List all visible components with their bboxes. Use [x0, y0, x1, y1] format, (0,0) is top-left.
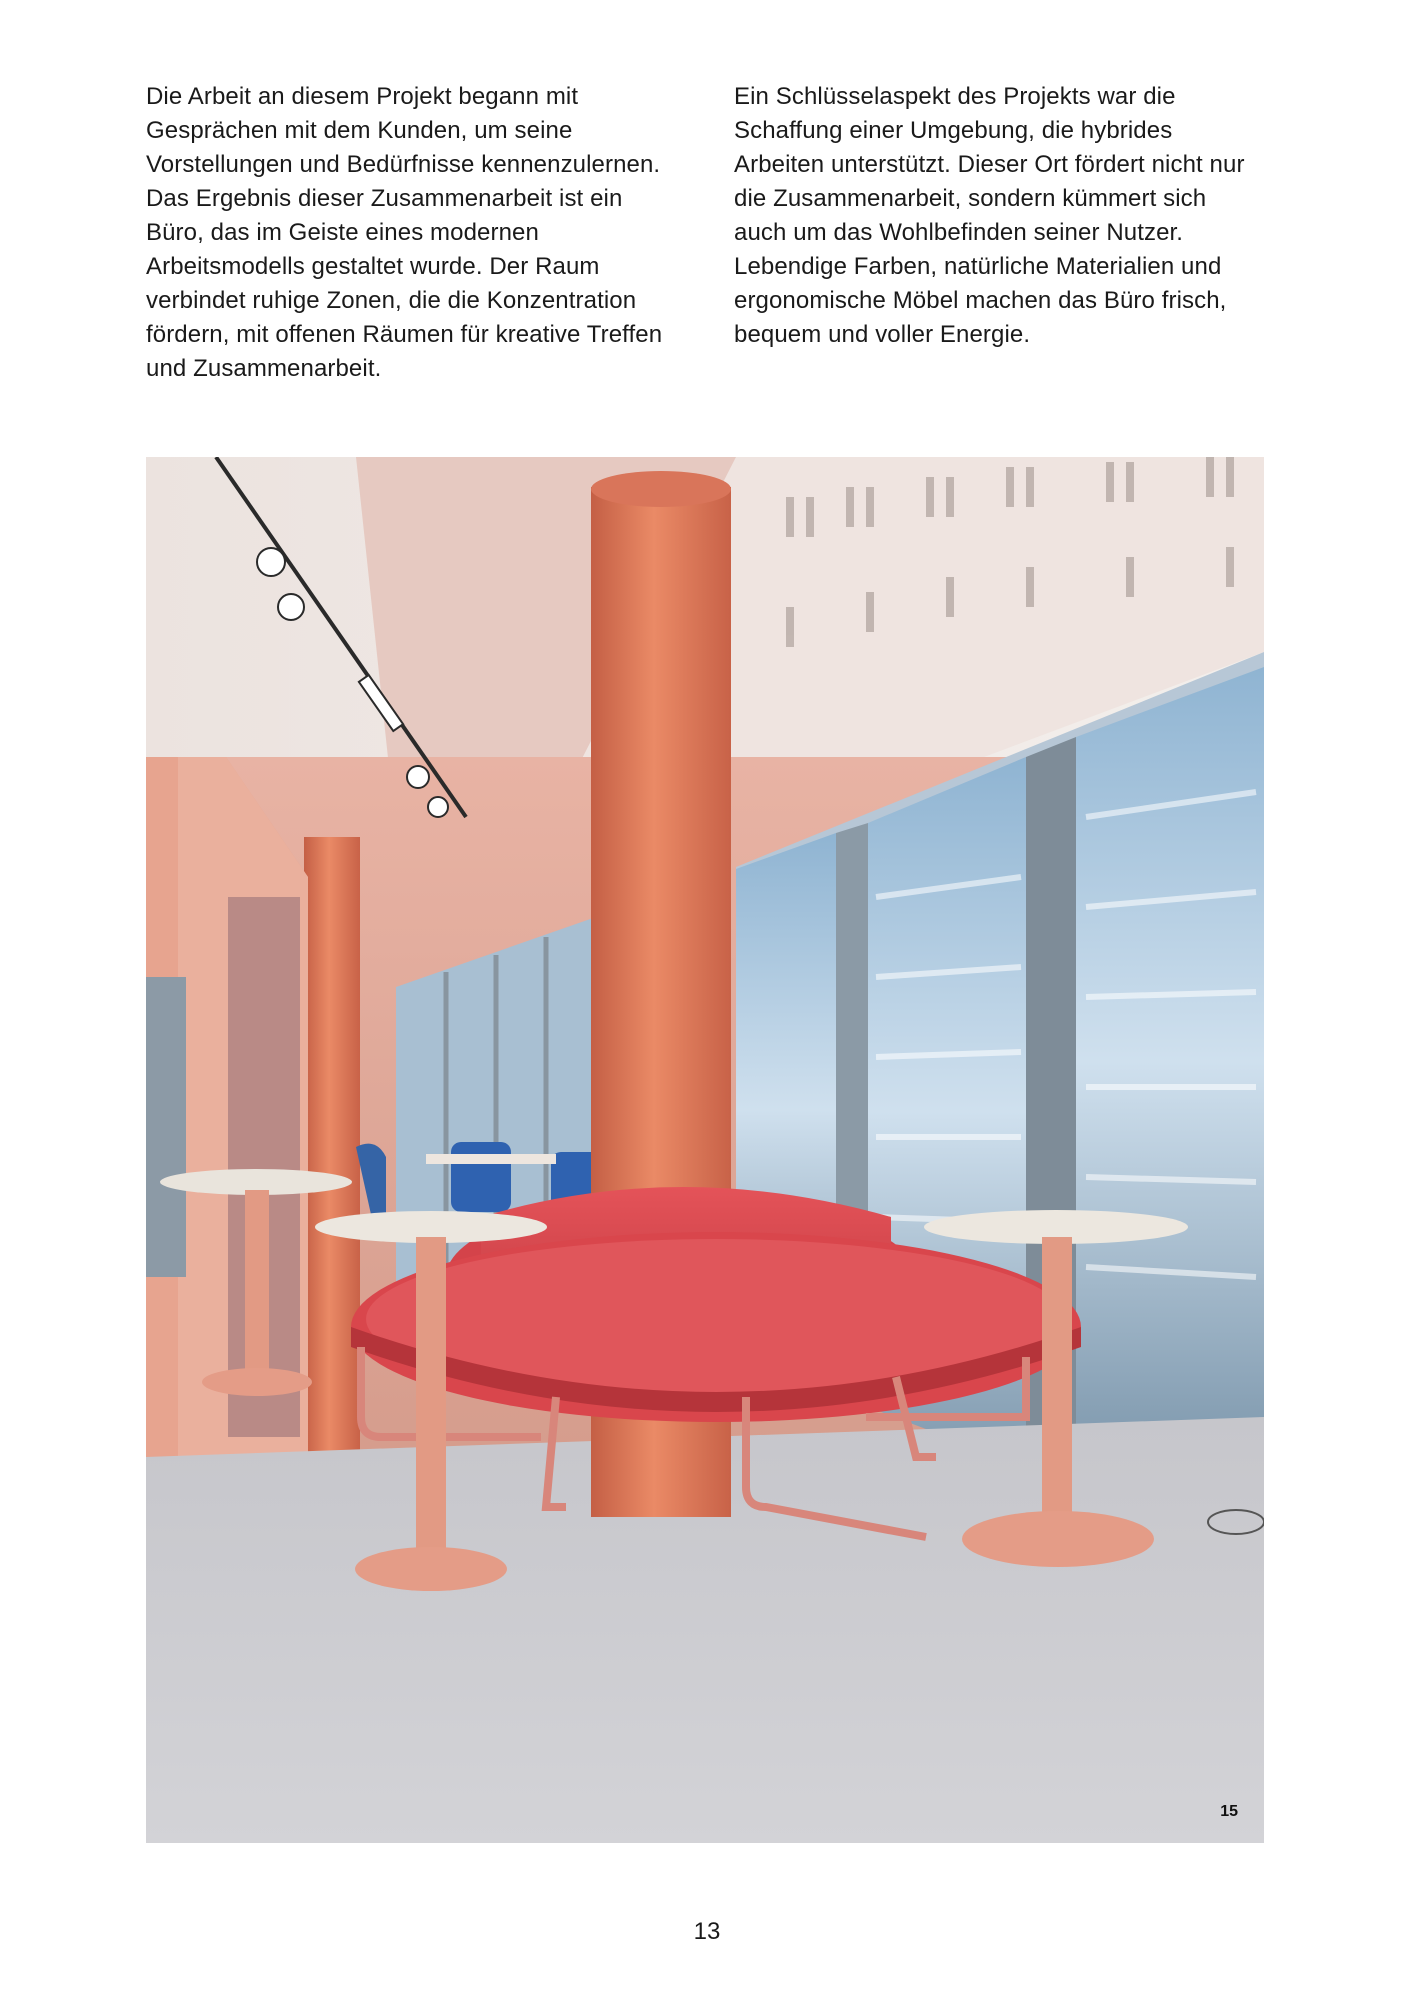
text-columns: [146, 80, 1264, 386]
page-number: 13: [693, 1918, 721, 1945]
office-lounge-illustration: [146, 457, 1264, 1843]
office-photo: [146, 457, 1264, 1843]
right-column-text: Ein Schlüsselaspekt des Projekts war die Schaffung einer Umgebung, die hybrides Arbeiten unterstützt. Dieser Ort fördert nicht nur die Zusammenarbeit, sondern kümmert sich auch um das Wohlbefinden seiner Nutzer. Lebendige Farben, natürliche Materialien und ergonomische Möbel machen das Büro frisch, bequem und voller Energie.: [734, 83, 1245, 348]
photo-number: 15: [1220, 1803, 1238, 1820]
left-column-text: Die Arbeit an diesem Projekt begann mit Gesprächen mit dem Kunden, um seine Vorstellungen und Bedürfnisse kennenzulernen. Das Ergebnis dieser Zusammenarbeit ist ein Büro, das im Geiste eines modernen Arbeitsmodells gestaltet wurde. Der Raum verbindet ruhige Zonen, die die Konzentration fördern, mit offenen Räumen für kreative Treffen und Zusammenarbeit.: [146, 83, 663, 382]
